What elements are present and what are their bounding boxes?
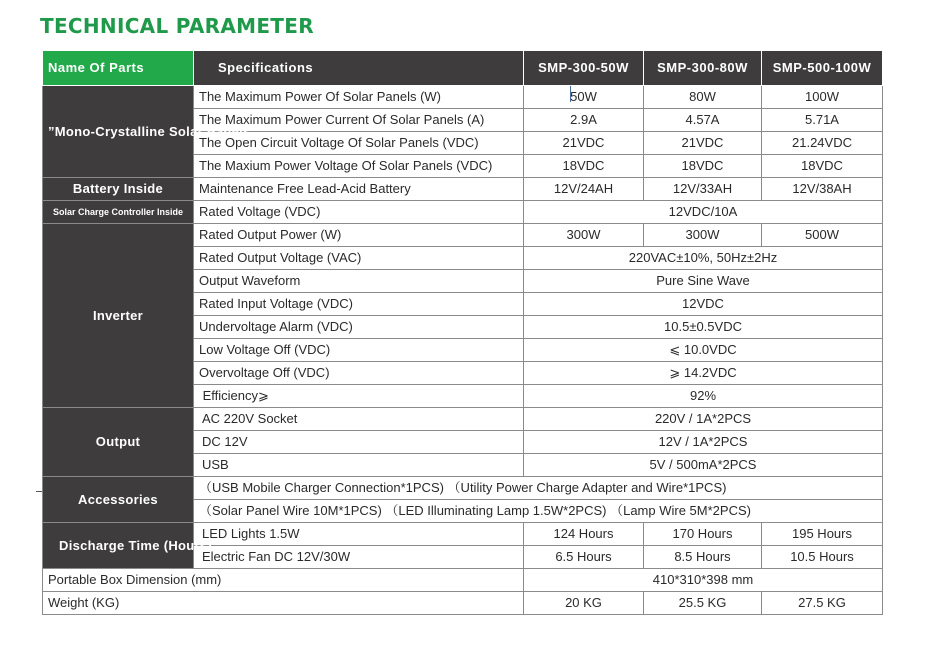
spec-value: 12V / 1A*2PCS (524, 431, 883, 454)
spec-value: 195 Hours (762, 523, 883, 546)
spec-value: 50W (524, 86, 644, 109)
spec-value: 10.5 Hours (762, 546, 883, 569)
spec-value: 4.57A (644, 109, 762, 132)
spec-value: 300W (524, 224, 644, 247)
spec-label: Electric Fan DC 12V/30W (194, 546, 524, 569)
spec-value: 80W (644, 86, 762, 109)
spec-value: 12VDC/10A (524, 201, 883, 224)
spec-value: 5V / 500mA*2PCS (524, 454, 883, 477)
spec-value: 18VDC (644, 155, 762, 178)
spec-label: The Open Circuit Voltage Of Solar Panels (VDC) (194, 132, 524, 155)
weight-value: 27.5 KG (762, 592, 883, 615)
spec-value: 5.71A (762, 109, 883, 132)
spec-value: 500W (762, 224, 883, 247)
table-row (43, 178, 883, 201)
spec-value: 92% (524, 385, 883, 408)
spec-label: Rated Output Power (W) (194, 224, 524, 247)
category-charge-controller: Solar Charge Controller Inside (43, 201, 194, 224)
table-header-row (43, 51, 883, 86)
weight-label: Weight (KG) (43, 592, 524, 615)
table-row (43, 569, 883, 592)
spec-label: Rated Input Voltage (VDC) (194, 293, 524, 316)
spec-value: 21.24VDC (762, 132, 883, 155)
spec-value: ⩽ 10.0VDC (524, 339, 883, 362)
spec-value: 21VDC (524, 132, 644, 155)
technical-parameter-table (42, 50, 883, 615)
spec-value: 124 Hours (524, 523, 644, 546)
spec-label: Maintenance Free Lead-Acid Battery (194, 178, 524, 201)
box-dimension-value: 410*310*398 mm (524, 569, 883, 592)
header-model-1: SMP-300-50W (524, 51, 644, 86)
spec-label: Output Waveform (194, 270, 524, 293)
spec-value: 12V/24AH (524, 178, 644, 201)
weight-value: 20 KG (524, 592, 644, 615)
table-row (43, 592, 883, 615)
spec-label: The Maxium Power Voltage Of Solar Panels (VDC) (194, 155, 524, 178)
category-discharge-time: Discharge Time (Hours) (43, 523, 194, 569)
spec-label: Rated Voltage (VDC) (194, 201, 524, 224)
category-solar-panels: ”Mono-Crystalline Solar Panels” (43, 86, 194, 178)
box-dimension-label: Portable Box Dimension (mm) (43, 569, 524, 592)
spec-label: Efficiency⩾ (194, 385, 524, 408)
spec-label: The Maximum Power Current Of Solar Panels (A) (194, 109, 524, 132)
category-accessories: Accessories (43, 477, 194, 523)
spec-label: Low Voltage Off (VDC) (194, 339, 524, 362)
spec-value: Pure Sine Wave (524, 270, 883, 293)
spec-label: AC 220V Socket (194, 408, 524, 431)
header-model-3: SMP-500-100W (762, 51, 883, 86)
spec-value: 21VDC (644, 132, 762, 155)
category-battery: Battery Inside (43, 178, 194, 201)
accessories-line: （Solar Panel Wire 10M*1PCS) （LED Illuminating Lamp 1.5W*2PCS) （Lamp Wire 5M*2PCS) (194, 500, 883, 523)
spec-value: 220VAC±10%, 50Hz±2Hz (524, 247, 883, 270)
table-row (43, 201, 883, 224)
spec-value: 6.5 Hours (524, 546, 644, 569)
accessories-line: （USB Mobile Charger Connection*1PCS) （Utility Power Charge Adapter and Wire*1PCS) (194, 477, 883, 500)
spec-label: DC 12V (194, 431, 524, 454)
weight-value: 25.5 KG (644, 592, 762, 615)
spec-label: USB (194, 454, 524, 477)
spec-value: 18VDC (762, 155, 883, 178)
spec-value: 18VDC (524, 155, 644, 178)
page-title: TECHNICAL PARAMETER (40, 14, 314, 38)
spec-label: LED Lights 1.5W (194, 523, 524, 546)
header-model-2: SMP-300-80W (644, 51, 762, 86)
table-row (43, 523, 883, 546)
spec-value: 300W (644, 224, 762, 247)
table-row (43, 224, 883, 247)
category-output: Output (43, 408, 194, 477)
table-row (43, 477, 883, 500)
spec-label: Rated Output Voltage (VAC) (194, 247, 524, 270)
spec-value: 220V / 1A*2PCS (524, 408, 883, 431)
spec-value: 12V/38AH (762, 178, 883, 201)
spec-value: 12VDC (524, 293, 883, 316)
spec-value: 170 Hours (644, 523, 762, 546)
header-specifications: Specifications (194, 51, 524, 86)
spec-label: Overvoltage Off (VDC) (194, 362, 524, 385)
table-row (43, 86, 883, 109)
spec-value: 2.9A (524, 109, 644, 132)
spec-value: ⩾ 14.2VDC (524, 362, 883, 385)
spec-label: The Maximum Power Of Solar Panels (W) (194, 86, 524, 109)
category-inverter: Inverter (43, 224, 194, 408)
spec-value: 12V/33AH (644, 178, 762, 201)
spec-label: Undervoltage Alarm (VDC) (194, 316, 524, 339)
header-name-of-parts: Name Of Parts (43, 51, 194, 86)
spec-value: 100W (762, 86, 883, 109)
spec-value: 10.5±0.5VDC (524, 316, 883, 339)
table-row (43, 408, 883, 431)
spec-value: 8.5 Hours (644, 546, 762, 569)
